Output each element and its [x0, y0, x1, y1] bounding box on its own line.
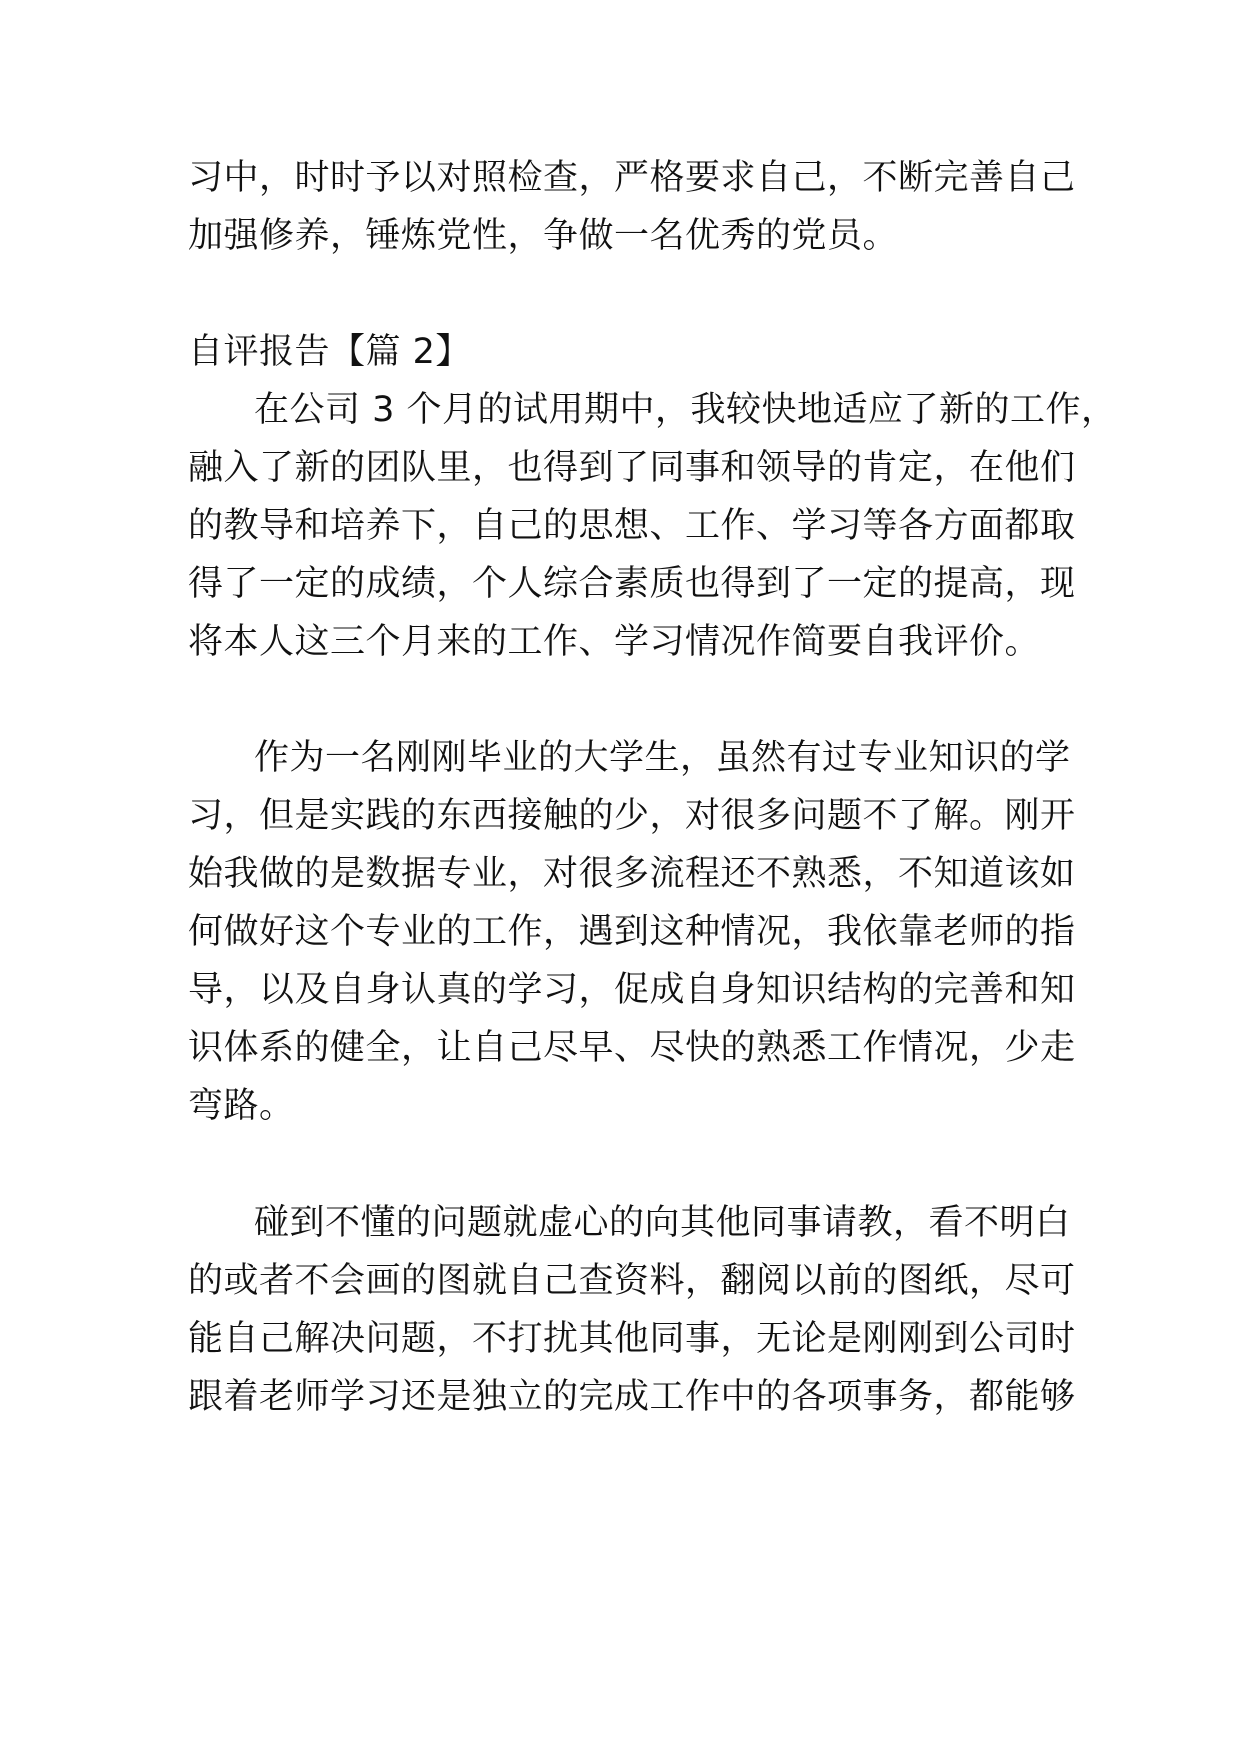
text-line: 的或者不会画的图就自己查资料，翻阅以前的图纸，尽可	[188, 1261, 1076, 1301]
text-line: 碰到不懂的问题就虚心的向其他同事请教，看不明白	[254, 1203, 1071, 1243]
text-line: 在公司 3 个月的试用期中，我较快地适应了新的工作，	[254, 390, 1117, 430]
text-line: 跟着老师学习还是独立的完成工作中的各项事务，都能够	[188, 1377, 1076, 1417]
text-line: 始我做的是数据专业，对很多流程还不熟悉，不知道该如	[188, 854, 1076, 894]
text-line: 融入了新的团队里，也得到了同事和领导的肯定，在他们	[188, 448, 1076, 488]
text-line: 习中，时时予以对照检查，严格要求自己，不断完善自己	[188, 158, 1076, 198]
text-line: 得了一定的成绩，个人综合素质也得到了一定的提高，现	[188, 564, 1076, 604]
text-line: 弯路。	[188, 1086, 295, 1126]
text-line: 何做好这个专业的工作，遇到这种情况，我依靠老师的指	[188, 912, 1076, 952]
text-line: 的教导和培养下，自己的思想、工作、学习等各方面都取	[188, 506, 1076, 546]
text-line: 能自己解决问题，不打扰其他同事，无论是刚刚到公司时	[188, 1319, 1076, 1359]
text-line: 将本人这三个月来的工作、学习情况作简要自我评价。	[188, 622, 1041, 662]
section-title: 自评报告【篇 2】	[188, 332, 471, 372]
text-line: 作为一名刚刚毕业的大学生，虽然有过专业知识的学	[254, 738, 1071, 778]
text-line: 识体系的健全，让自己尽早、尽快的熟悉工作情况，少走	[188, 1028, 1076, 1068]
text-line: 习，但是实践的东西接触的少，对很多问题不了解。刚开	[188, 796, 1076, 836]
text-line: 导，以及自身认真的学习，促成自身知识结构的完善和知	[188, 970, 1076, 1010]
text-line: 加强修养，锤炼党性，争做一名优秀的党员。	[188, 216, 899, 256]
